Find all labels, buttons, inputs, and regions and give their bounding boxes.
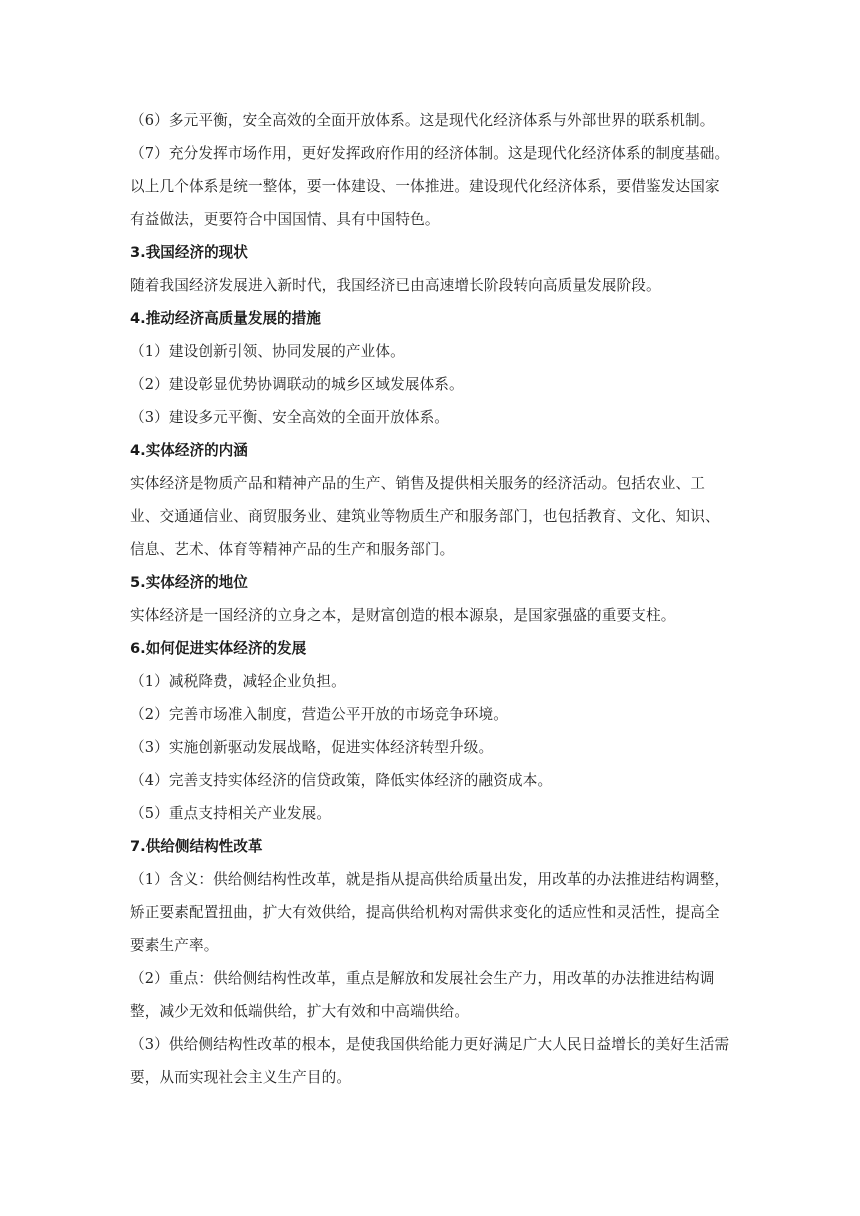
heading-supply-side-reform: 7.供给侧结构性改革 bbox=[130, 838, 263, 855]
heading-high-quality-measures: 4.推动经济高质量发展的措施 bbox=[130, 310, 321, 327]
real-economy-status-text: 实体经济是一国经济的立身之本，是财富创造的根本源泉，是国家强盛的重要支柱。 bbox=[130, 607, 676, 624]
promote-5: （5）重点支持相关产业发展。 bbox=[130, 805, 332, 822]
item-7-economic-system: （7）充分发挥市场作用，更好发挥政府作用的经济体制。这是现代化经济体系的制度基础。 bbox=[130, 145, 730, 162]
promote-2: （2）完善市场准入制度，营造公平开放的市场竞争环境。 bbox=[130, 706, 509, 723]
supply-side-root: （3）供给侧结构性改革的根本，是使我国供给能力更好满足广大人民日益增长的美好生活需要，从而实现社会主义生产目的。 bbox=[130, 1036, 730, 1086]
document-body bbox=[130, 104, 730, 1094]
supply-side-focus: （2）重点：供给侧结构性改革，重点是解放和发展社会生产力，用改革的办法推进结构调整，减少无效和低端供给，扩大有效和中高端供给。 bbox=[130, 970, 715, 1020]
economy-status-text: 随着我国经济发展进入新时代，我国经济已由高速增长阶段转向高质量发展阶段。 bbox=[130, 277, 661, 294]
promote-1: （1）减税降费，减轻企业负担。 bbox=[130, 673, 346, 690]
heading-real-economy-meaning: 4.实体经济的内涵 bbox=[130, 442, 248, 459]
real-economy-meaning-text: 实体经济是物质产品和精神产品的生产、销售及提供相关服务的经济活动。包括农业、工业、交通通信业、商贸服务业、建筑业等物质生产和服务部门，也包括教育、文化、知识、信息、艺术、体育等精神产品的生产和服务部门。 bbox=[130, 475, 720, 558]
heading-economy-status: 3.我国经济的现状 bbox=[130, 244, 248, 261]
promote-3: （3）实施创新驱动发展战略，促进实体经济转型升级。 bbox=[130, 739, 494, 756]
heading-promote-real-economy: 6.如何促进实体经济的发展 bbox=[130, 640, 307, 657]
measure-3: （3）建设多元平衡、安全高效的全面开放体系。 bbox=[130, 409, 450, 426]
promote-4: （4）完善支持实体经济的信贷政策，降低实体经济的融资成本。 bbox=[130, 772, 553, 789]
measure-1: （1）建设创新引领、协同发展的产业体。 bbox=[130, 343, 405, 360]
heading-real-economy-status: 5.实体经济的地位 bbox=[130, 574, 248, 591]
supply-side-meaning: （1）含义：供给侧结构性改革，就是指从提高供给质量出发，用改革的办法推进结构调整，矫正要素配置扭曲，扩大有效供给，提高供给机构对需供求变化的适应性和灵活性，提高全要素生产率。 bbox=[130, 871, 730, 954]
measure-2: （2）建设彰显优势协调联动的城乡区域发展体系。 bbox=[130, 376, 464, 393]
summary-paragraph: 以上几个体系是统一整体，要一体建设、一体推进。建设现代化经济体系，要借鉴发达国家有益做法，更要符合中国国情、具有中国特色。 bbox=[130, 178, 720, 228]
item-6-open-economy: （6）多元平衡，安全高效的全面开放体系。这是现代化经济体系与外部世界的联系机制。 bbox=[130, 112, 715, 129]
